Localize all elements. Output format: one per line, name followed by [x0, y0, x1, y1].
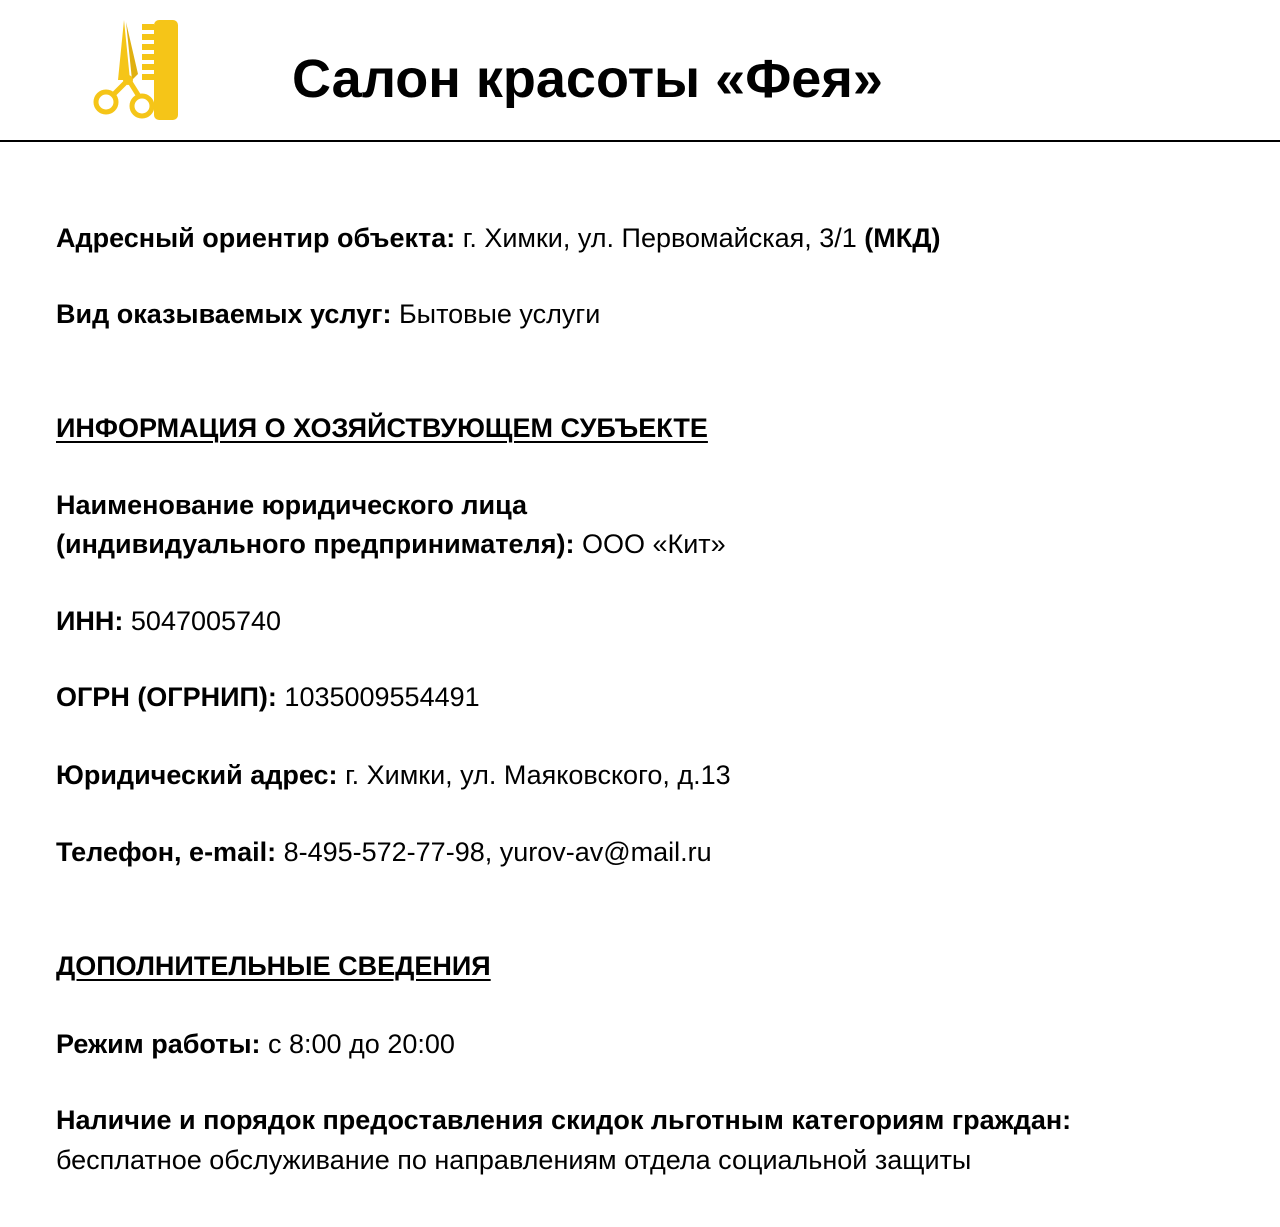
ogrn-value: 1035009554491: [276, 682, 480, 712]
services-value: Бытовые услуги: [391, 299, 601, 329]
inn-row: [56, 602, 281, 640]
address-suffix: (МКД): [864, 223, 941, 253]
entity-name-row: [56, 486, 527, 524]
discounts-value: бесплатное обслуживание по направлениям отдела социальной защиты: [56, 1145, 972, 1175]
address-label: Адресный ориентир объекта:: [56, 223, 456, 253]
entity-name-value: ООО «Кит»: [574, 529, 726, 559]
legal-address-value: г. Химки, ул. Маяковского, д.13: [337, 760, 731, 790]
ogrn-label: ОГРН (ОГРНИП):: [56, 682, 277, 712]
contacts-row: [56, 833, 712, 871]
discounts-value-row: [56, 1141, 971, 1179]
legal-address-row: [56, 756, 731, 794]
contacts-label: Телефон, e-mail:: [56, 837, 277, 867]
inn-label: ИНН:: [56, 606, 124, 636]
hairdresser-comb-scissors-icon: [88, 18, 188, 122]
header: [0, 0, 1280, 142]
contacts-value: 8-495-572-77-98, yurov-av@mail.ru: [276, 837, 712, 867]
legal-address-label: Юридический адрес:: [56, 760, 338, 790]
inn-value: 5047005740: [123, 606, 282, 636]
services-row: [56, 295, 600, 333]
entity-name-label-line2: (индивидуального предпринимателя):: [56, 529, 575, 559]
hours-label: Режим работы:: [56, 1029, 261, 1059]
additional-section-heading: ДОПОЛНИТЕЛЬНЫЕ СВЕДЕНИЯ: [56, 951, 491, 981]
entity-name-label-line1: Наименование юридического лица: [56, 490, 528, 520]
discounts-label: Наличие и порядок предоставления скидок льготным категориям граждан:: [56, 1105, 1072, 1135]
hours-value: с 8:00 до 20:00: [260, 1029, 455, 1059]
page-title: Салон красоты «Фея»: [292, 49, 883, 109]
entity-section-heading: ИНФОРМАЦИЯ О ХОЗЯЙСТВУЮЩЕМ СУБЪЕКТЕ: [56, 413, 708, 443]
address-value: г. Химки, ул. Первомайская, 3/1: [455, 223, 865, 253]
hours-row: [56, 1025, 455, 1063]
services-label: Вид оказываемых услуг:: [56, 299, 392, 329]
entity-name-row-2: [56, 525, 726, 563]
ogrn-row: [56, 678, 480, 716]
discounts-row: [56, 1101, 1071, 1139]
address-row: [56, 219, 940, 257]
